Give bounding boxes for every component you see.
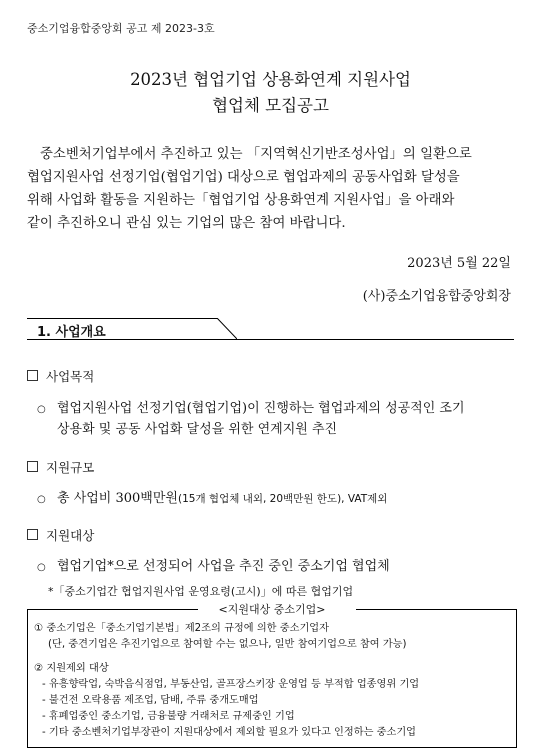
scale-bullet-sub: (15개 협업체 내외, 20백만원 한도), VAT제외 <box>177 493 388 505</box>
box-title-text: <지원대상 중소기업> <box>216 603 329 616</box>
purpose-bullet-line1: 협업지원사업 선정기업(협업기업)이 진행하는 협업과제의 성공적인 조기 <box>57 401 465 416</box>
intro-line: 위해 사업화 활동을 지원하는「협업기업 상용화연계 지원사업」을 아래와 <box>27 193 455 208</box>
criteria-line: ① 중소기업은「중소기업기본법」제2조의 규정에 의한 중소기업자 <box>34 623 329 634</box>
criteria-line: - 유흥향락업, 숙박음식점업, 부동산업, 골프장스키장 운영업 등 부적합 업종영위 기업 <box>42 679 420 690</box>
criteria-line: (단, 중견기업은 추진기업으로 참여할 수는 없으나, 일반 참여기업으로 참여 가능) <box>48 639 407 650</box>
target-note: *「중소기업간 협업지원사업 운영요령(고시)」에 따른 협업기업 <box>48 585 354 598</box>
criteria-line: - 기타 중소벤처기업부장관이 지원대상에서 제외할 필요가 있다고 인정하는 중소기업 <box>42 727 417 738</box>
section-title: 1. 사업개요 <box>37 325 106 340</box>
purpose-heading-label: 사업목적 <box>46 369 95 384</box>
scale-bullet-main: 총 사업비 300백만원 <box>57 491 178 506</box>
circle-bullet-icon: ○ <box>37 494 46 505</box>
section-heading <box>27 318 237 340</box>
target-heading <box>27 526 94 544</box>
document-title: 2023년 협업기업 상용화연계 지원사업 <box>130 70 411 89</box>
intro-line: 같이 추진하오니 관심 있는 기업의 많은 참여 바랍니다. <box>27 216 346 231</box>
box-title <box>28 601 516 617</box>
circle-bullet-icon: ○ <box>37 404 46 415</box>
criteria-line: - 불건전 오락용품 제조업, 담배, 주류 중개도매업 <box>42 695 259 706</box>
scale-heading-label: 지원규모 <box>46 460 95 475</box>
purpose-heading <box>27 367 94 385</box>
purpose-bullet-cont: 상용화 및 공동 사업화 달성을 위한 연계지원 추진 <box>57 422 338 437</box>
section-divider <box>27 339 514 340</box>
scale-bullet <box>37 487 387 506</box>
target-criteria-box <box>27 603 517 748</box>
scale-heading <box>27 458 94 476</box>
purpose-bullet <box>37 397 465 416</box>
checkbox-square-icon <box>27 370 38 381</box>
issuing-organization: (사)중소기업융합중앙회장 <box>362 289 511 304</box>
notice-date: 2023년 5월 22일 <box>407 256 511 271</box>
checkbox-square-icon <box>27 461 38 472</box>
checkbox-square-icon <box>27 529 38 540</box>
target-bullet <box>37 555 390 574</box>
intro-paragraph <box>27 143 517 235</box>
document-subtitle: 협업체 모집공고 <box>212 96 329 115</box>
criteria-line: - 휴폐업중인 중소기업, 금융불량 거래처로 규제중인 기업 <box>42 711 295 722</box>
circle-bullet-icon: ○ <box>37 562 46 573</box>
section-heading-diagonal <box>217 318 237 339</box>
notice-number: 중소기업융합중앙회 공고 제 2023-3호 <box>27 22 215 35</box>
intro-line: 협업지원사업 선정기업(협업기업) 대상으로 협업과제의 공동사업화 달성을 <box>27 170 460 185</box>
target-heading-label: 지원대상 <box>46 528 95 543</box>
intro-line: 중소벤처기업부에서 추진하고 있는 「지역혁신기반조성사업」의 일환으로 <box>40 147 472 162</box>
target-bullet-text: 협업기업*으로 선정되어 사업을 추진 중인 중소기업 협업체 <box>57 559 390 574</box>
criteria-line: ② 지원제외 대상 <box>34 663 109 674</box>
section-heading-top-line <box>27 318 217 319</box>
